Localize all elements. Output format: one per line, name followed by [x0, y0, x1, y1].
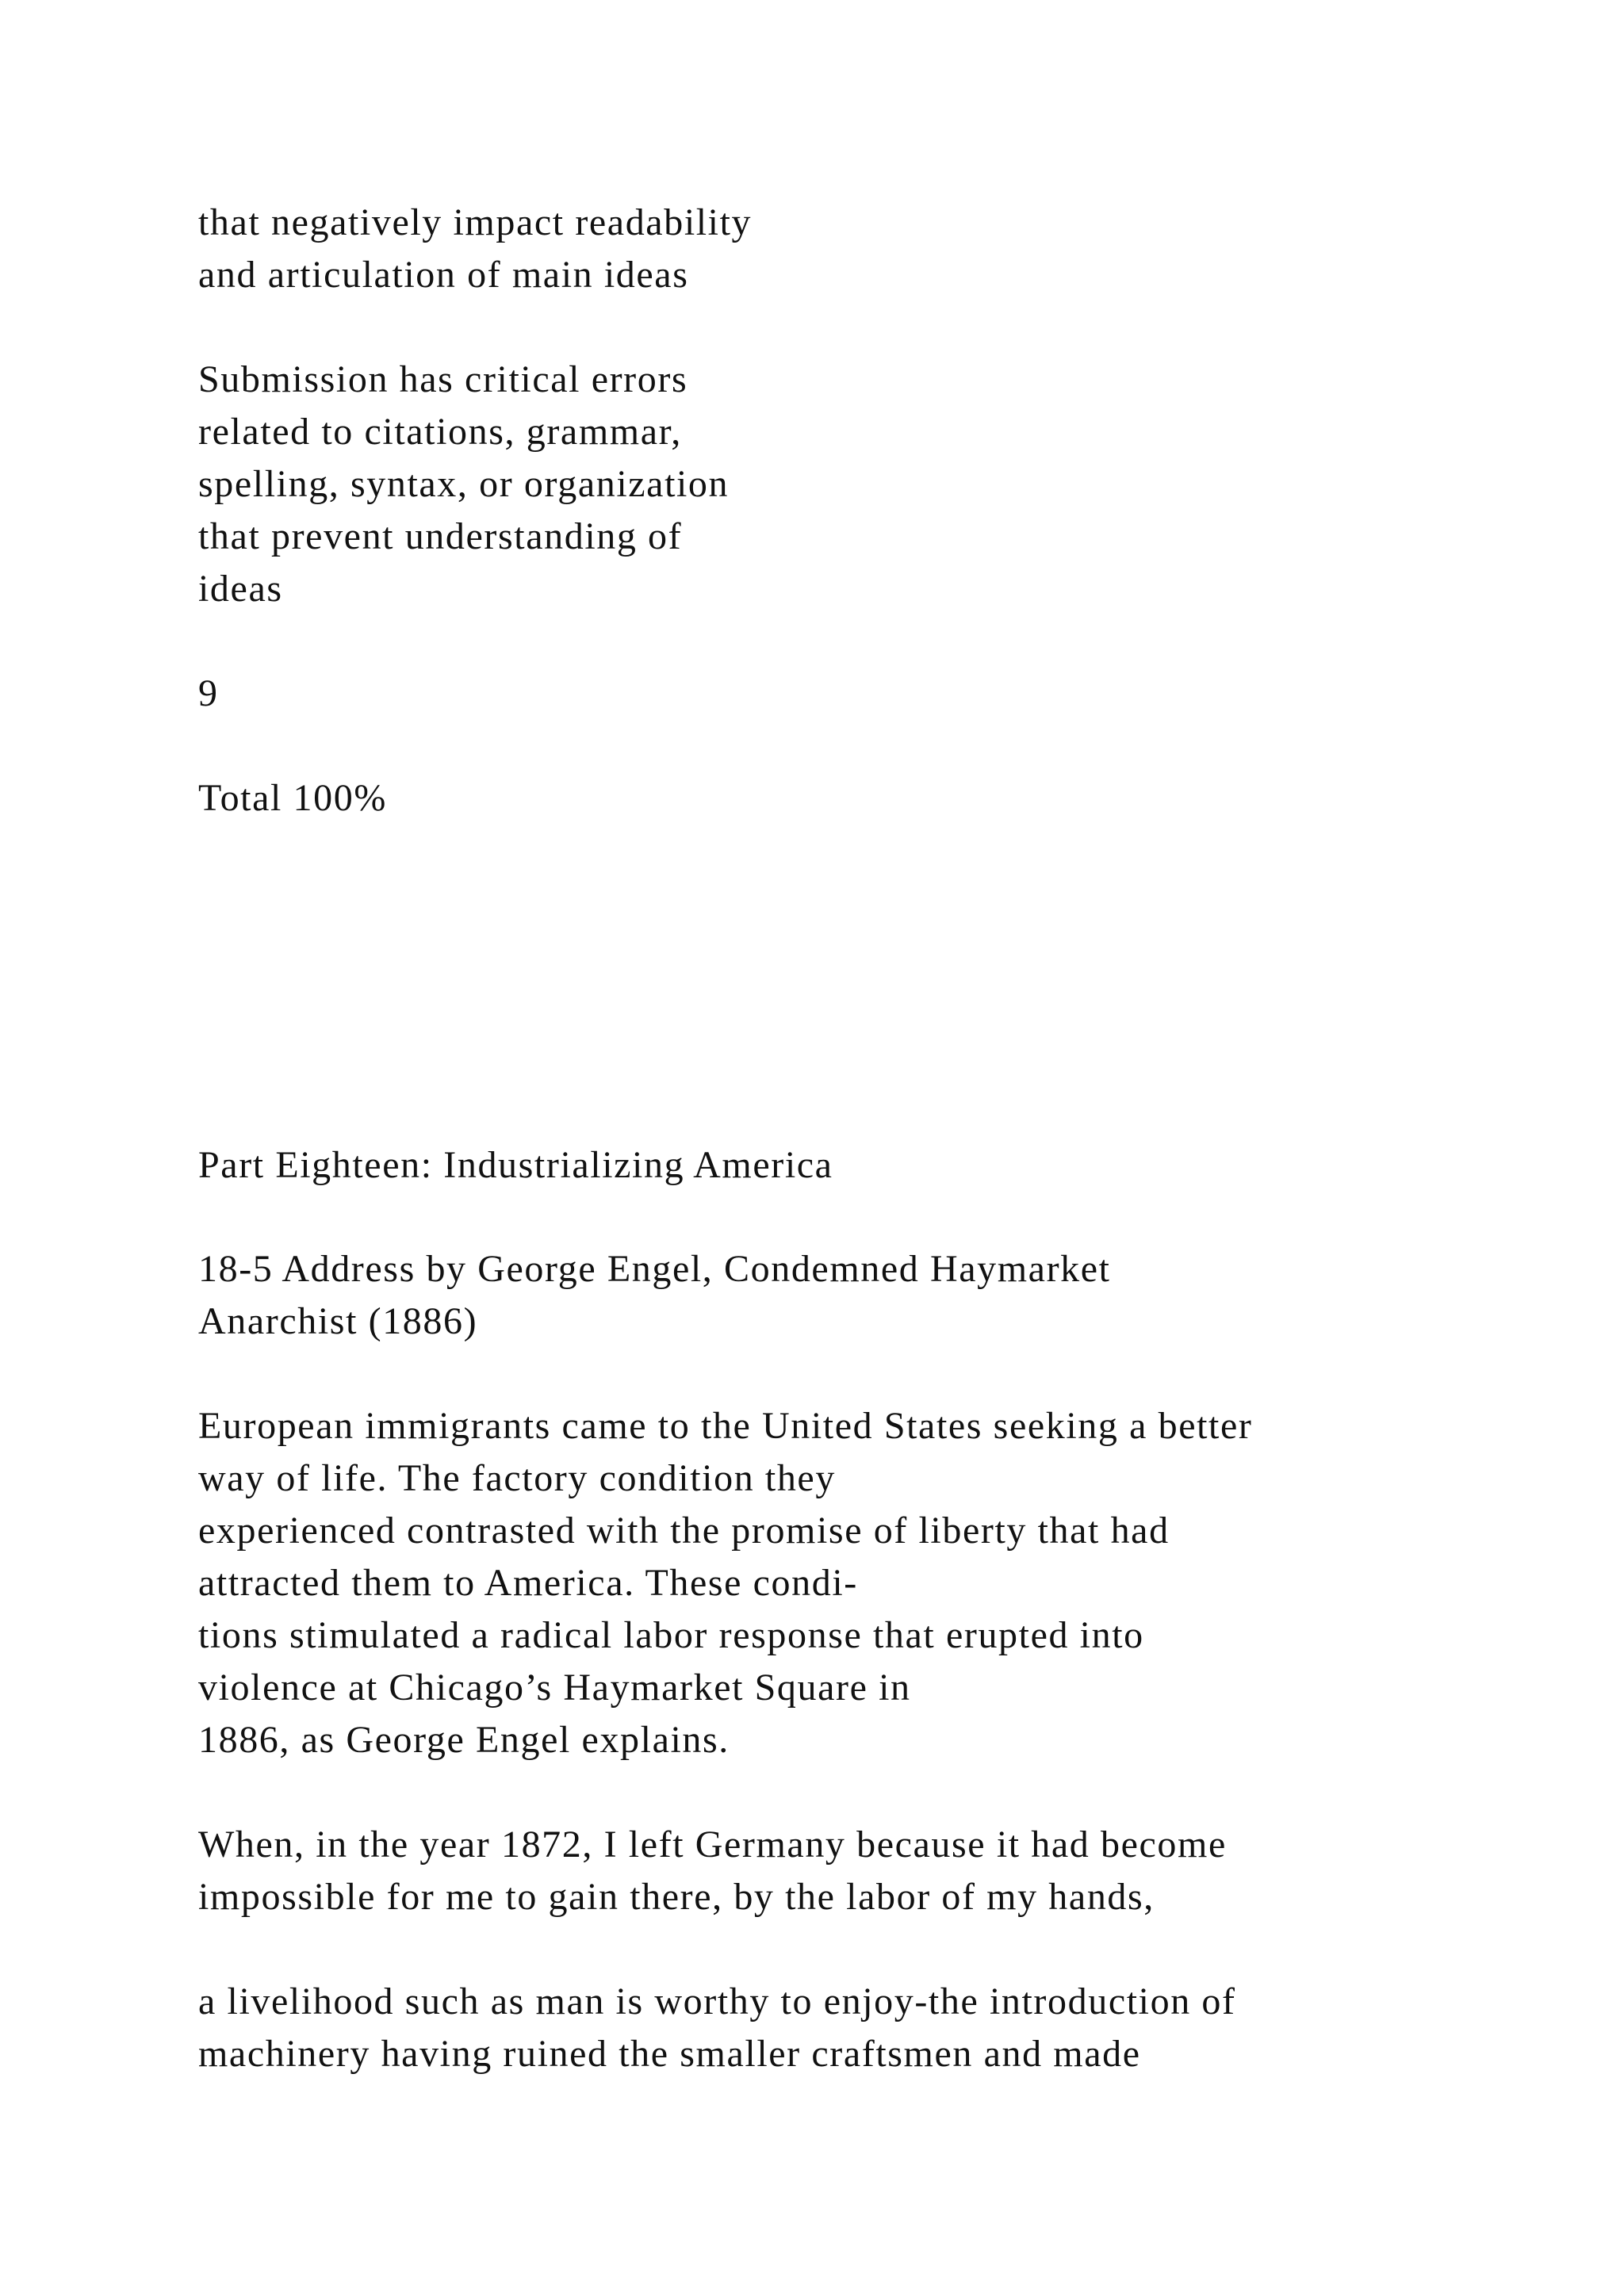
text-line: 1886, as George Engel explains. — [198, 1719, 730, 1761]
text-line: a livelihood such as man is worthy to enjoy-the introduction of — [198, 1980, 1236, 2022]
text-line: that prevent understanding of — [198, 515, 683, 557]
rubric-critical-errors — [198, 354, 729, 615]
total-value: Total 100% — [198, 777, 387, 819]
text-line: Anarchist (1886) — [198, 1300, 478, 1342]
text-line: attracted them to America. These condi- — [198, 1562, 858, 1604]
text-line: impossible for me to gain there, by the labor of my hands, — [198, 1876, 1155, 1918]
document-title — [198, 1243, 1111, 1348]
text-line: European immigrants came to the United States seeking a better — [198, 1405, 1253, 1447]
text-line: related to citations, grammar, — [198, 411, 682, 453]
text-line: Submission has critical errors — [198, 358, 688, 400]
rubric-points — [198, 668, 219, 720]
text-line: machinery having ruined the smaller craftsmen and made — [198, 2033, 1141, 2075]
text-line: spelling, syntax, or organization — [198, 463, 730, 505]
text-line: tions stimulated a radical labor response that erupted into — [198, 1614, 1144, 1656]
points-value: 9 — [198, 672, 219, 714]
intro-paragraph — [198, 1400, 1252, 1766]
body-paragraph-2 — [198, 1976, 1236, 2080]
text-line: experienced contrasted with the promise of liberty that had — [198, 1510, 1170, 1552]
text-line: violence at Chicago’s Haymarket Square in — [198, 1667, 911, 1709]
rubric-total — [198, 772, 387, 825]
text-line: that negatively impact readability — [198, 201, 753, 243]
rubric-row-end — [198, 197, 752, 301]
text-line: 18-5 Address by George Engel, Condemned Haymarket — [198, 1248, 1111, 1290]
text-line: way of life. The factory condition they — [198, 1457, 836, 1499]
body-paragraph-1 — [198, 1819, 1227, 1923]
text-line: ideas — [198, 568, 283, 610]
part-title — [198, 1139, 833, 1192]
text-line: When, in the year 1872, I left Germany because it had become — [198, 1823, 1227, 1866]
part-title-text: Part Eighteen: Industrializing America — [198, 1144, 833, 1186]
text-line: and articulation of main ideas — [198, 254, 689, 296]
